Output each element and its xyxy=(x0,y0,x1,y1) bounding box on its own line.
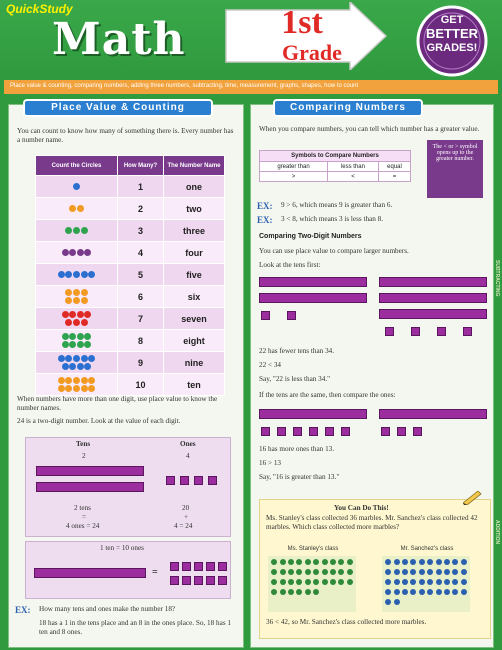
one-square xyxy=(413,427,422,436)
one-square xyxy=(170,562,179,571)
marble xyxy=(271,569,277,575)
circles-cell xyxy=(36,330,118,352)
look-tens: Look at the tens first: xyxy=(259,261,321,269)
marble xyxy=(288,589,294,595)
one-square xyxy=(166,476,175,485)
one-square xyxy=(397,427,406,436)
circles-cell xyxy=(36,220,118,242)
one-square xyxy=(208,476,217,485)
circles-cell xyxy=(36,242,118,264)
marble xyxy=(444,589,450,595)
marble xyxy=(338,559,344,565)
marble xyxy=(305,579,311,585)
badge-text: GET BETTER GRADES! xyxy=(426,14,478,54)
table-row xyxy=(36,330,225,352)
marble xyxy=(402,569,408,575)
class-1-label: Ms. Stanley's class xyxy=(287,546,339,552)
ex-label: EX: xyxy=(15,605,31,615)
marble xyxy=(338,579,344,585)
count-value: 3 xyxy=(118,220,164,242)
marble xyxy=(410,559,416,565)
marble xyxy=(402,589,408,595)
circles-cell xyxy=(36,264,118,286)
number-name: two xyxy=(164,198,225,220)
ex-label: EX: xyxy=(257,201,273,211)
table-row xyxy=(36,264,225,286)
marbles-stanley xyxy=(268,556,356,612)
count-value: 2 xyxy=(118,198,164,220)
marble xyxy=(410,579,416,585)
panel-heading: Comparing Numbers xyxy=(273,99,423,117)
one-square xyxy=(218,562,227,571)
symbol: < xyxy=(327,172,378,182)
number-name: five xyxy=(164,264,225,286)
two-digit-intro: You can use place value to compare larger numbers. xyxy=(259,247,409,255)
marble xyxy=(402,559,408,565)
table-header: Count the Circles xyxy=(36,156,118,176)
marble xyxy=(394,569,400,575)
marble xyxy=(296,589,302,595)
marble xyxy=(394,579,400,585)
marble xyxy=(271,559,277,565)
intro-text: You can count to know how many of something there is. Every number has a number name. xyxy=(17,127,234,144)
symbol: = xyxy=(378,172,410,182)
one-square xyxy=(180,476,189,485)
marble xyxy=(419,579,425,585)
compare-line-1: 22 has fewer tens than 34. xyxy=(259,347,335,355)
marble xyxy=(347,579,353,585)
marble xyxy=(394,559,400,565)
symbol-name: greater than xyxy=(260,162,328,172)
marble xyxy=(385,579,391,585)
ten-bar xyxy=(34,568,146,578)
marble xyxy=(322,559,328,565)
one-square xyxy=(309,427,318,436)
symbol: > xyxy=(260,172,328,182)
count-value: 4 xyxy=(118,242,164,264)
grade-word: Grade xyxy=(282,40,342,65)
count-value: 10 xyxy=(118,374,164,396)
tens-eq-sign: = xyxy=(82,513,87,521)
count-value: 1 xyxy=(118,176,164,198)
ten-ones-box xyxy=(25,541,231,599)
marble xyxy=(313,559,319,565)
marble xyxy=(280,559,286,565)
marble xyxy=(427,569,433,575)
table-header: The Number Name xyxy=(164,156,225,176)
two-digit-title: Comparing Two-Digit Numbers xyxy=(259,233,362,240)
symbols-title: Symbols to Compare Numbers xyxy=(260,151,411,162)
place-value-panel xyxy=(8,104,244,648)
brand-logo: QuickStudy xyxy=(6,2,73,16)
one-square xyxy=(385,327,394,336)
table-row xyxy=(36,176,225,198)
class-2-label: Mr. Sanchez's class xyxy=(400,546,454,552)
you-can-do-this-box xyxy=(259,499,491,639)
try-title: You Can Do This! xyxy=(334,504,389,512)
table-row xyxy=(36,220,225,242)
tens-value: 4 ones = 24 xyxy=(66,522,100,530)
marble xyxy=(288,569,294,575)
ones-label: Ones xyxy=(180,440,196,448)
ten-bar xyxy=(36,482,144,492)
symbol-name: less than xyxy=(327,162,378,172)
one-square xyxy=(206,576,215,585)
one-square xyxy=(381,427,390,436)
marble xyxy=(436,589,442,595)
ex-question: How many tens and ones make the number 18? xyxy=(39,605,176,613)
marble xyxy=(444,559,450,565)
one-square xyxy=(287,311,296,320)
compare-line-2: 22 < 34 xyxy=(259,361,282,369)
one-square xyxy=(194,562,203,571)
marble xyxy=(313,569,319,575)
one-square xyxy=(206,562,215,571)
one-square xyxy=(341,427,350,436)
compare-line-3: Say, "22 is less than 34." xyxy=(259,375,331,383)
marble xyxy=(338,569,344,575)
ex-answer: 18 has a 1 in the tens place and an 8 in the ones place. So, 18 has 1 ten and 8 ones. xyxy=(39,619,232,636)
symbols-table xyxy=(259,150,411,182)
marble xyxy=(280,589,286,595)
grade-number: 1st xyxy=(281,4,323,41)
ten-bar xyxy=(259,409,367,419)
one-square xyxy=(277,427,286,436)
marble xyxy=(444,569,450,575)
symbol-name: equal xyxy=(378,162,410,172)
marble xyxy=(461,559,467,565)
circles-cell xyxy=(36,374,118,396)
marble xyxy=(436,569,442,575)
intro-text: When you compare numbers, you can tell which number has a greater value. xyxy=(259,125,480,133)
marble xyxy=(394,599,400,605)
marble xyxy=(280,579,286,585)
count-value: 8 xyxy=(118,330,164,352)
marble xyxy=(322,579,328,585)
tens-eq: 2 tens xyxy=(74,504,91,512)
one-square xyxy=(182,576,191,585)
circles-cell xyxy=(36,352,118,374)
ten-bar xyxy=(379,293,487,303)
tens-digit: 2 xyxy=(82,452,86,460)
tens-label: Tens xyxy=(76,440,91,448)
ex-line-1: 9 > 6, which means 9 is greater than 6. xyxy=(281,201,393,209)
comparing-panel xyxy=(250,104,494,648)
compare-line-4: If the tens are the same, then compare the ones: xyxy=(259,391,396,399)
marble xyxy=(444,579,450,585)
table-row xyxy=(36,198,225,220)
marble xyxy=(385,589,391,595)
circles-cell xyxy=(36,176,118,198)
marble xyxy=(410,589,416,595)
one-square xyxy=(170,576,179,585)
example-text: 24 is a two-digit number. Look at the value of each digit. xyxy=(17,417,181,425)
circles-cell xyxy=(36,308,118,330)
one-square xyxy=(194,576,203,585)
table-row xyxy=(36,374,225,396)
number-name: three xyxy=(164,220,225,242)
compare-line-6: 16 > 13 xyxy=(259,459,282,467)
marble xyxy=(419,589,425,595)
table-row xyxy=(36,352,225,374)
counting-table xyxy=(35,155,225,396)
try-text: Ms. Stanley's class collected 36 marbles. Mr. Sanchez's class collected 42 marbles. Which class collected more marbles? xyxy=(266,514,478,531)
place-value-text: When numbers have more than one digit, use place value to know the number names. xyxy=(17,395,218,412)
marble xyxy=(305,559,311,565)
marble xyxy=(296,579,302,585)
marble xyxy=(461,569,467,575)
symbol-note: The < or > symbol opens up to the greater number. xyxy=(427,140,483,198)
equals-sign: = xyxy=(152,567,158,578)
marble xyxy=(296,559,302,565)
marble xyxy=(330,559,336,565)
one-square xyxy=(182,562,191,571)
count-value: 5 xyxy=(118,264,164,286)
edge-tab: ADDITION xyxy=(494,520,500,545)
marble xyxy=(402,579,408,585)
marbles-sanchez xyxy=(382,556,470,612)
ten-ones-label: 1 ten = 10 ones xyxy=(100,544,144,552)
marble xyxy=(436,579,442,585)
marble xyxy=(452,559,458,565)
count-value: 7 xyxy=(118,308,164,330)
marble xyxy=(452,589,458,595)
marble xyxy=(280,569,286,575)
count-value: 6 xyxy=(118,286,164,308)
marble xyxy=(427,579,433,585)
marble xyxy=(313,579,319,585)
ten-bar xyxy=(259,277,367,287)
marble xyxy=(305,589,311,595)
one-square xyxy=(411,327,420,336)
marble xyxy=(288,579,294,585)
marble xyxy=(461,579,467,585)
table-row xyxy=(36,286,225,308)
marble xyxy=(347,559,353,565)
pencil-icon xyxy=(463,491,483,505)
tens-ones-box xyxy=(25,437,231,537)
ten-bar xyxy=(379,309,487,319)
ex-line-2: 3 < 8, which means 3 is less than 8. xyxy=(281,215,384,223)
topics-strip: Place value & counting, comparing numbers, adding three numbers, subtracting, time, measurement, graphs, shapes, how to count xyxy=(4,80,498,94)
marble xyxy=(461,589,467,595)
number-name: eight xyxy=(164,330,225,352)
marble xyxy=(330,569,336,575)
compare-line-7: Say, "16 is greater than 13." xyxy=(259,473,340,481)
page-title: Math xyxy=(52,14,186,65)
number-name: four xyxy=(164,242,225,264)
one-square xyxy=(437,327,446,336)
ones-digit: 4 xyxy=(186,452,190,460)
marble xyxy=(419,559,425,565)
count-value: 9 xyxy=(118,352,164,374)
marble xyxy=(322,569,328,575)
marble xyxy=(330,579,336,585)
marble xyxy=(347,569,353,575)
panel-heading: Place Value & Counting xyxy=(23,99,213,117)
circles-cell xyxy=(36,286,118,308)
marble xyxy=(385,569,391,575)
ones-plus: + xyxy=(184,513,189,521)
one-square xyxy=(261,311,270,320)
marble xyxy=(410,569,416,575)
marble xyxy=(313,589,319,595)
try-answer: 36 < 42, so Mr. Sanchez's class collected more marbles. xyxy=(266,618,427,626)
number-name: one xyxy=(164,176,225,198)
one-square xyxy=(261,427,270,436)
ones-eq: 20 xyxy=(182,504,190,512)
ones-value: 4 = 24 xyxy=(174,522,193,530)
marble xyxy=(452,569,458,575)
ex-label: EX: xyxy=(257,215,273,225)
marble xyxy=(385,559,391,565)
number-name: six xyxy=(164,286,225,308)
circles-cell xyxy=(36,198,118,220)
compare-line-5: 16 has more ones than 13. xyxy=(259,445,335,453)
marble xyxy=(436,559,442,565)
table-row xyxy=(36,242,225,264)
one-square xyxy=(218,576,227,585)
table-header: How Many? xyxy=(118,156,164,176)
marble xyxy=(427,589,433,595)
number-name: seven xyxy=(164,308,225,330)
ten-bar xyxy=(36,466,144,476)
number-name: ten xyxy=(164,374,225,396)
marble xyxy=(296,569,302,575)
ten-bar xyxy=(379,409,487,419)
ten-bar xyxy=(379,277,487,287)
marble xyxy=(271,589,277,595)
table-row xyxy=(36,308,225,330)
marble xyxy=(394,589,400,595)
one-square xyxy=(325,427,334,436)
one-square xyxy=(293,427,302,436)
marble xyxy=(288,559,294,565)
edge-tab: SUBTRACTING xyxy=(494,260,500,297)
one-square xyxy=(463,327,472,336)
number-name: nine xyxy=(164,352,225,374)
marble xyxy=(452,579,458,585)
marble xyxy=(419,569,425,575)
marble xyxy=(305,569,311,575)
marble xyxy=(385,599,391,605)
marble xyxy=(427,559,433,565)
ten-bar xyxy=(259,293,367,303)
marble xyxy=(271,579,277,585)
one-square xyxy=(194,476,203,485)
